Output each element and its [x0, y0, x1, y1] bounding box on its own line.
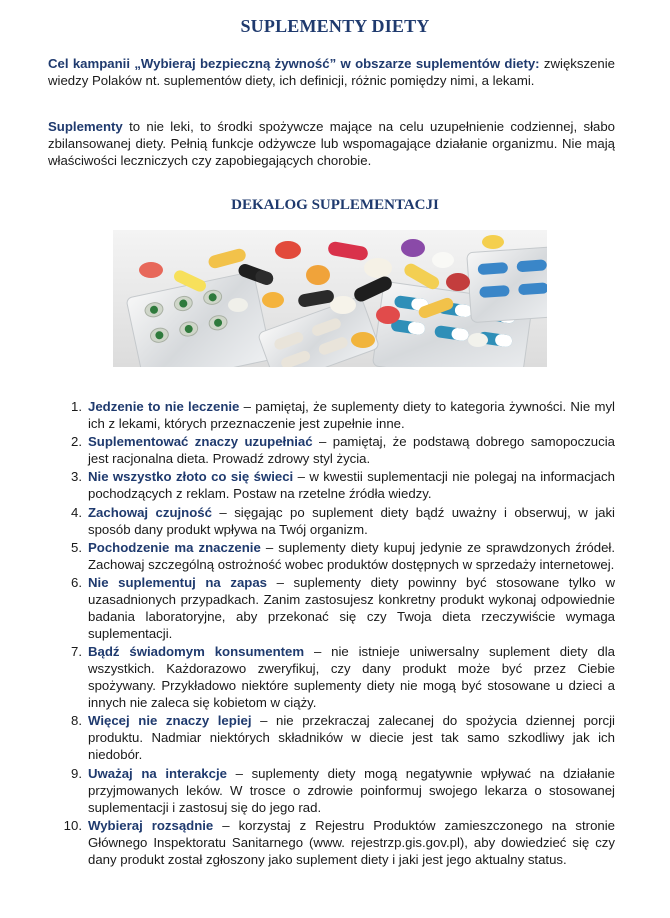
- item-number: 1.: [71, 399, 82, 414]
- decalog-item: [48, 643, 615, 711]
- item-text: – suplementy diety powinny być stosowane tylko w uzasadnionych przypadkach. Zanim zastosujesz konkretny produkt wykonaj odpowiednie badania laboratoryjne, aby przekonać się czy Twoja dieta rzeczywiście wymaga suplementacji.: [88, 574, 616, 641]
- item-text: – suplementy diety kupuj jedynie ze sprawdzonych źródeł. Zachowaj szczególną ostrożność wobec produktów dostępnych w sprzedaży internetowej.: [88, 539, 615, 572]
- item-number: 10.: [63, 817, 82, 833]
- item-text: – korzystaj z Rejestru Produktów zamieszczonego na stronie Głównego Inspektoratu Sanitarnego (www. rejestrzp.gis.gov.pl), aby dowiedzieć się czy dany produkt został zgłoszony jako suplement diety i jaki jest jego aktualny status.: [88, 817, 616, 867]
- definition-paragraph: [48, 118, 615, 169]
- item-number: 5.: [71, 539, 82, 555]
- item-number: 7.: [71, 644, 82, 660]
- decalog-item: [48, 817, 615, 868]
- decalog-list: [48, 398, 615, 869]
- decalog-item: [48, 539, 615, 573]
- item-number: 8.: [71, 713, 82, 729]
- item-heading: Zachowaj czujność: [88, 504, 212, 520]
- decalog-item: [48, 504, 615, 538]
- item-number: 2.: [71, 434, 82, 450]
- item-heading: Nie wszystko złoto co się świeci: [88, 469, 294, 485]
- item-number: 4.: [71, 504, 82, 520]
- item-number: 9.: [71, 765, 82, 781]
- item-number: 3.: [71, 469, 82, 485]
- decalog-item: [48, 398, 615, 432]
- definition-text: to nie leki, to środki spożywcze mające na celu uzupełnienie codziennej, słabo zbilansowanej diety. Pełnią funkcje odżywcze lub wspomagające działanie organizmu. Nie mają właściwości leczniczych czy zapobiegających chorobie.: [48, 119, 615, 168]
- decalog-title: DEKALOG SUPLEMENTACJI: [231, 197, 439, 213]
- item-text: – sięgając po suplement diety bądź uważny i obserwuj, w jaki sposób dany produkt wpływa na Twój organizm.: [88, 504, 615, 537]
- decalog-item: [48, 574, 615, 642]
- decalog-item: [48, 433, 615, 467]
- campaign-paragraph: [48, 55, 615, 89]
- item-heading: Suplementować znaczy uzupełniać: [88, 434, 313, 450]
- definition-lead: Suplementy: [48, 119, 123, 134]
- item-heading: Więcej nie znaczy lepiej: [88, 713, 252, 729]
- item-heading: Bądź świadomym konsumentem: [88, 644, 305, 660]
- item-text: – pamiętaj, że suplementy diety to kategoria żywności. Nie myl ich z lekami, których przeznaczenie jest zupełnie inne.: [88, 399, 615, 431]
- decalog-item: [48, 468, 615, 502]
- item-heading: Wybieraj rozsądnie: [88, 817, 214, 833]
- campaign-text: zwiększenie wiedzy Polaków nt. suplementów diety, ich definicji, różnic pomiędzy nimi, a lekami.: [48, 56, 615, 88]
- item-heading: Uważaj na interakcje: [88, 765, 227, 781]
- item-heading: Pochodzenie ma znaczenie: [88, 539, 261, 555]
- decalog-item: [48, 765, 615, 816]
- item-heading: Jedzenie to nie leczenie: [88, 399, 240, 414]
- item-text: – pamiętaj, że podstawą dobrego samopoczucia jest racjonalna dieta. Prowadź zdrowy styl życia.: [88, 434, 615, 467]
- item-text: – w kwestii suplementacji nie polegaj na informacjach pochodzących z reklam. Postaw na rzetelne źródła wiedzy.: [88, 469, 615, 502]
- decalog-item: [48, 712, 615, 763]
- campaign-lead: Cel kampanii „Wybieraj bezpieczną żywność” w obszarze suplementów diety:: [48, 56, 540, 71]
- item-text: – nie przekraczaj zalecanej do spożycia dziennej porcji produktu. Nadmiar niektórych składników w diecie jest tak samo szkodliwy jak ich niedobór.: [88, 713, 615, 763]
- item-heading: Nie suplementuj na zapas: [88, 574, 268, 590]
- item-text: – nie istnieje uniwersalny suplement diety dla wszystkich. Każdorazowo zweryfikuj, czy dany produkt może być przez Ciebie spożywany. Przykładowo niektóre suplementy diety nie mogą być stosowane u dzieci a innych nie zaleca się kobietom w ciąży.: [88, 644, 615, 711]
- item-number: 6.: [71, 574, 82, 590]
- page-title: SUPLEMENTY DIETY: [240, 16, 430, 36]
- item-text: – suplementy diety mogą negatywnie wpływać na działanie przyjmowanych leków. W trosce o zdrowie poinformuj swojego lekarza o stosowanej suplementacji i zastosuj się do jego rad.: [88, 765, 615, 815]
- pills-photo: [113, 230, 547, 367]
